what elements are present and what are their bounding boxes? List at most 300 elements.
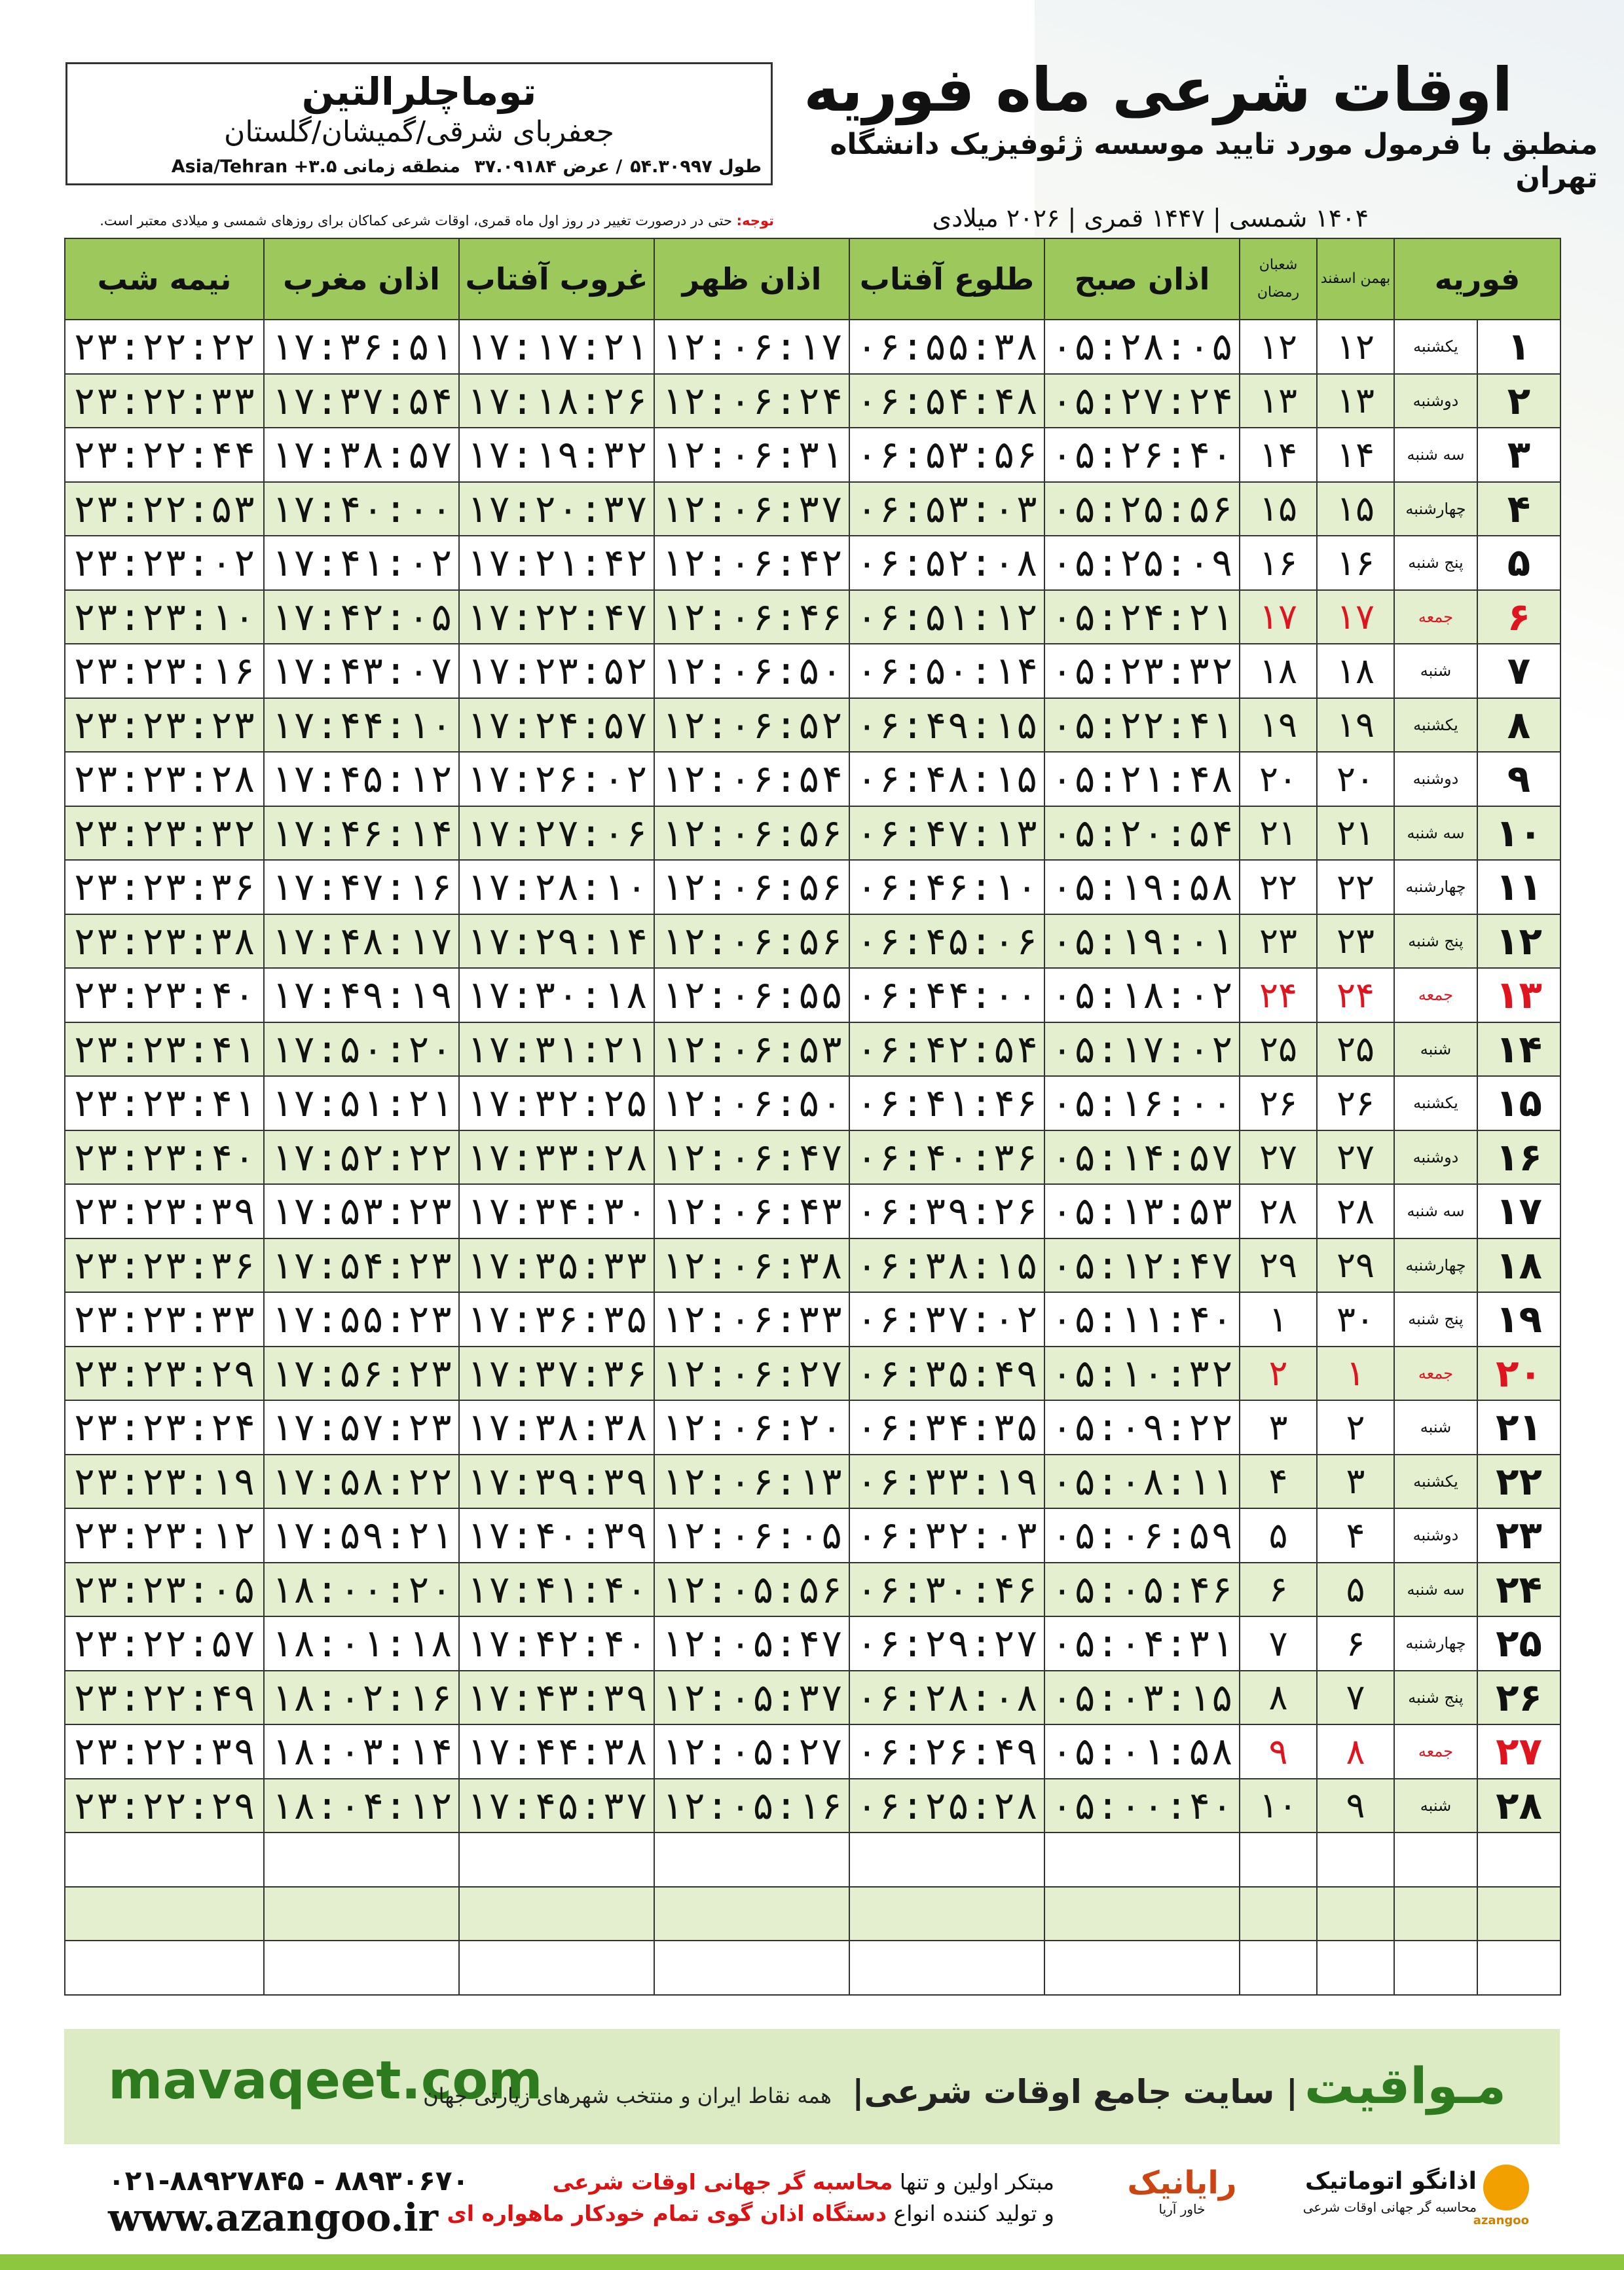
sunrise-time-cell: ۰۶:۳۴:۳۵	[849, 1400, 1044, 1455]
day-cell: ۳	[1477, 428, 1560, 482]
solar-day-cell: ۱۲	[1317, 320, 1394, 374]
dhuhr-time-cell: ۱۲:۰۶:۲۷	[654, 1347, 849, 1401]
maghrib-time-cell: ۱۸:۰۴:۱۲	[264, 1779, 459, 1833]
brand-name: مـواقیت	[1304, 2056, 1506, 2115]
table-row	[65, 1238, 1560, 1293]
dhuhr-time-cell: ۱۲:۰۶:۵۰	[654, 1076, 849, 1130]
sunset-time-cell	[459, 1833, 654, 1887]
dhuhr-time-cell: ۱۲:۰۶:۲۴	[654, 374, 849, 428]
midnight-time-cell: ۲۳:۲۳:۲۳	[65, 698, 264, 753]
day-cell: ۱۲	[1477, 914, 1560, 969]
solar-day-cell: ۲۴	[1317, 968, 1394, 1022]
maghrib-time-cell: ۱۸:۰۱:۱۸	[264, 1616, 459, 1671]
maghrib-time-cell: ۱۸:۰۳:۱۴	[264, 1724, 459, 1779]
dhuhr-time-cell: ۱۲:۰۶:۱۷	[654, 320, 849, 374]
empty-row	[65, 1887, 1560, 1941]
day-cell: ۲۲	[1477, 1455, 1560, 1509]
lunar-day-cell: ۱۵	[1240, 482, 1317, 536]
day-cell: ۲	[1477, 374, 1560, 428]
sunrise-time-cell: ۰۶:۵۳:۰۳	[849, 482, 1044, 536]
weekday-cell: سه شنبه	[1394, 806, 1477, 861]
midnight-time-cell: ۲۳:۲۳:۱۹	[65, 1455, 264, 1509]
fajr-time-cell: ۰۵:۲۵:۵۶	[1044, 482, 1240, 536]
location-name: توماچلرالتین	[301, 69, 537, 114]
dhuhr-time-cell: ۱۲:۰۶:۴۷	[654, 1130, 849, 1185]
maghrib-time-cell: ۱۷:۴۴:۱۰	[264, 698, 459, 753]
weekday-cell: جمعه	[1394, 590, 1477, 644]
dhuhr-time-cell: ۱۲:۰۶:۱۳	[654, 1455, 849, 1509]
lunar-day-cell: ۲۷	[1240, 1130, 1317, 1185]
sunset-time-cell: ۱۷:۲۲:۴۷	[459, 590, 654, 644]
day-cell: ۴	[1477, 482, 1560, 536]
solar-day-cell: ۱۸	[1317, 644, 1394, 698]
midnight-time-cell: ۲۳:۲۳:۱۶	[65, 644, 264, 698]
sunset-time-cell: ۱۷:۴۳:۳۹	[459, 1671, 654, 1725]
sunrise-time-cell: ۰۶:۴۷:۱۳	[849, 806, 1044, 861]
sunrise-time-cell: ۰۶:۳۲:۰۳	[849, 1508, 1044, 1563]
table-header-row	[65, 238, 1560, 320]
lunar-day-cell: ۱۸	[1240, 644, 1317, 698]
title-block	[786, 55, 1598, 233]
lunar-day-cell: ۲۱	[1240, 806, 1317, 861]
lunar-day-cell: ۱۰	[1240, 1779, 1317, 1833]
fajr-time-cell: ۰۵:۰۸:۱۱	[1044, 1455, 1240, 1509]
footer-slogan: مـواقیت| سایت جامع اوقات شرعی| همه نقاط ایران و منتخب شهرهای زیارتی جهان	[423, 2056, 1506, 2115]
weekday-cell: یکشنبه	[1394, 320, 1477, 374]
midnight-time-cell: ۲۳:۲۳:۴۰	[65, 1130, 264, 1185]
solar-day-cell: ۲۷	[1317, 1130, 1394, 1185]
sunrise-time-cell: ۰۶:۴۵:۰۶	[849, 914, 1044, 969]
midnight-time-cell: ۲۳:۲۳:۲۹	[65, 1347, 264, 1401]
fajr-time-cell: ۰۵:۲۷:۲۴	[1044, 374, 1240, 428]
empty-row	[65, 1833, 1560, 1887]
table-row	[65, 1022, 1560, 1077]
day-cell: ۷	[1477, 644, 1560, 698]
lunar-day-cell: ۲۰	[1240, 752, 1317, 806]
sunset-time-cell: ۱۷:۳۶:۳۵	[459, 1292, 654, 1347]
logo1-sub: خاور آریا	[1158, 2201, 1206, 2217]
sunset-time-cell: ۱۷:۴۴:۳۸	[459, 1724, 654, 1779]
sunrise-time-cell: ۰۶:۵۱:۱۲	[849, 590, 1044, 644]
logo2-name: اذانگو اتوماتیک	[1304, 2168, 1477, 2195]
lunar-day-cell: ۱۲	[1240, 320, 1317, 374]
desc-line1-b: محاسبه گر جهانی اوقات شرعی	[552, 2169, 893, 2195]
fajr-time-cell: ۰۵:۱۸:۰۲	[1044, 968, 1240, 1022]
sunrise-time-cell: ۰۶:۳۵:۴۹	[849, 1347, 1044, 1401]
day-cell: ۲۱	[1477, 1400, 1560, 1455]
weekday-cell	[1394, 1887, 1477, 1941]
midnight-time-cell: ۲۳:۲۳:۴۱	[65, 1076, 264, 1130]
weekday-cell: پنج شنبه	[1394, 1671, 1477, 1725]
solar-day-cell: ۱۶	[1317, 536, 1394, 590]
midnight-time-cell: ۲۳:۲۳:۳۳	[65, 1292, 264, 1347]
sunset-time-cell: ۱۷:۳۱:۲۱	[459, 1022, 654, 1077]
midnight-time-cell: ۲۳:۲۲:۲۲	[65, 320, 264, 374]
day-cell: ۱	[1477, 320, 1560, 374]
sunset-time-cell: ۱۷:۱۷:۲۱	[459, 320, 654, 374]
solar-day-cell: ۲۸	[1317, 1184, 1394, 1238]
table-row	[65, 914, 1560, 969]
table-row	[65, 1292, 1560, 1347]
dhuhr-time-cell: ۱۲:۰۶:۰۵	[654, 1508, 849, 1563]
maghrib-time-cell: ۱۷:۴۱:۰۲	[264, 536, 459, 590]
weekday-cell: جمعه	[1394, 1724, 1477, 1779]
sunset-time-cell: ۱۷:۲۹:۱۴	[459, 914, 654, 969]
day-cell: ۱۱	[1477, 860, 1560, 914]
azangoo-mark-icon	[1483, 2165, 1529, 2210]
fajr-time-cell: ۰۵:۰۱:۵۸	[1044, 1724, 1240, 1779]
sunset-time-cell: ۱۷:۳۵:۳۳	[459, 1238, 654, 1293]
fajr-time-cell: ۰۵:۰۵:۴۶	[1044, 1563, 1240, 1617]
table-row	[65, 1508, 1560, 1563]
sunrise-time-cell	[849, 1941, 1044, 1995]
maghrib-time-cell: ۱۷:۴۸:۱۷	[264, 914, 459, 969]
location-coordinates: طول ۵۴.۳۰۹۹۷/ عرض ۳۷.۰۹۱۸۴ منطقه زمانی ۳.۵+ Asia/Tehran	[171, 157, 762, 177]
site-url[interactable]: mavaqeet.com	[108, 2050, 543, 2111]
maghrib-time-cell: ۱۷:۴۶:۱۴	[264, 806, 459, 861]
sunset-time-cell: ۱۷:۱۸:۲۶	[459, 374, 654, 428]
day-cell: ۲۰	[1477, 1347, 1560, 1401]
maghrib-time-cell: ۱۷:۳۸:۵۷	[264, 428, 459, 482]
sunset-time-cell: ۱۷:۲۸:۱۰	[459, 860, 654, 914]
fajr-time-cell: ۰۵:۲۵:۰۹	[1044, 536, 1240, 590]
sunset-time-cell: ۱۷:۴۲:۴۰	[459, 1616, 654, 1671]
header-sunset: غروب آفتاب	[459, 238, 654, 320]
dhuhr-time-cell: ۱۲:۰۶:۵۵	[654, 968, 849, 1022]
maghrib-time-cell: ۱۷:۴۲:۰۵	[264, 590, 459, 644]
lunar-day-cell: ۱۹	[1240, 698, 1317, 753]
solar-day-cell: ۲۶	[1317, 1076, 1394, 1130]
sunrise-time-cell: ۰۶:۳۳:۱۹	[849, 1455, 1044, 1509]
maghrib-time-cell: ۱۷:۵۵:۲۳	[264, 1292, 459, 1347]
lunar-day-cell	[1240, 1887, 1317, 1941]
dhuhr-time-cell: ۱۲:۰۶:۴۲	[654, 536, 849, 590]
sunset-time-cell: ۱۷:۳۹:۳۹	[459, 1455, 654, 1509]
weekday-cell: سه شنبه	[1394, 1184, 1477, 1238]
table-row	[65, 1347, 1560, 1401]
weekday-cell: یکشنبه	[1394, 1455, 1477, 1509]
solar-day-cell: ۲	[1317, 1400, 1394, 1455]
maghrib-time-cell: ۱۷:۵۸:۲۲	[264, 1455, 459, 1509]
table-row	[65, 1400, 1560, 1455]
fajr-time-cell: ۰۵:۰۰:۴۰	[1044, 1779, 1240, 1833]
bottom-bar	[0, 2254, 1624, 2270]
lunar-day-cell: ۶	[1240, 1563, 1317, 1617]
day-cell: ۱۷	[1477, 1184, 1560, 1238]
note	[100, 213, 774, 229]
dhuhr-time-cell: ۱۲:۰۶:۵۶	[654, 914, 849, 969]
header	[0, 0, 1624, 236]
fajr-time-cell: ۰۵:۱۱:۴۰	[1044, 1292, 1240, 1347]
dhuhr-time-cell: ۱۲:۰۵:۱۶	[654, 1779, 849, 1833]
day-cell: ۲۸	[1477, 1779, 1560, 1833]
weekday-cell: چهارشنبه	[1394, 1616, 1477, 1671]
midnight-time-cell: ۲۳:۲۳:۲۴	[65, 1400, 264, 1455]
sunrise-time-cell: ۰۶:۴۴:۰۰	[849, 968, 1044, 1022]
lunar-day-cell: ۷	[1240, 1616, 1317, 1671]
company-description	[447, 2167, 1054, 2229]
lunar-day-cell: ۱۷	[1240, 590, 1317, 644]
table-row	[65, 1455, 1560, 1509]
solar-day-cell	[1317, 1941, 1394, 1995]
dhuhr-time-cell: ۱۲:۰۶:۳۷	[654, 482, 849, 536]
solar-day-cell: ۲۱	[1317, 806, 1394, 861]
day-cell: ۱۳	[1477, 968, 1560, 1022]
table-row	[65, 482, 1560, 536]
midnight-time-cell: ۲۳:۲۲:۵۷	[65, 1616, 264, 1671]
dhuhr-time-cell: ۱۲:۰۶:۳۱	[654, 428, 849, 482]
sunrise-time-cell: ۰۶:۵۲:۰۸	[849, 536, 1044, 590]
lunar-day-cell: ۸	[1240, 1671, 1317, 1725]
sunrise-time-cell: ۰۶:۴۶:۱۰	[849, 860, 1044, 914]
rayanik-logo	[1116, 2165, 1247, 2223]
dhuhr-time-cell: ۱۲:۰۶:۳۳	[654, 1292, 849, 1347]
maghrib-time-cell: ۱۷:۵۱:۲۱	[264, 1076, 459, 1130]
sunset-time-cell: ۱۷:۴۱:۴۰	[459, 1563, 654, 1617]
midnight-time-cell: ۲۳:۲۳:۲۸	[65, 752, 264, 806]
maghrib-time-cell: ۱۷:۵۳:۲۳	[264, 1184, 459, 1238]
page-subtitle: منطبق با فرمول مورد تایید موسسه ژئوفیزیک دانشگاه تهران	[830, 127, 1598, 195]
page-title: اوقات شرعی ماه فوریه	[803, 55, 1513, 125]
sunset-time-cell	[459, 1941, 654, 1995]
sunrise-time-cell: ۰۶:۲۹:۲۷	[849, 1616, 1044, 1671]
sunrise-time-cell: ۰۶:۳۰:۴۶	[849, 1563, 1044, 1617]
day-cell	[1477, 1833, 1560, 1887]
weekday-cell: چهارشنبه	[1394, 1238, 1477, 1293]
location-box	[65, 62, 773, 185]
solar-day-cell: ۳	[1317, 1455, 1394, 1509]
table-row	[65, 428, 1560, 482]
day-cell: ۱۸	[1477, 1238, 1560, 1293]
dhuhr-time-cell: ۱۲:۰۶:۵۳	[654, 1022, 849, 1077]
weekday-cell: شنبه	[1394, 1400, 1477, 1455]
sunrise-time-cell: ۰۶:۴۲:۵۴	[849, 1022, 1044, 1077]
dhuhr-time-cell: ۱۲:۰۶:۵۶	[654, 860, 849, 914]
maghrib-time-cell: ۱۷:۵۴:۲۳	[264, 1238, 459, 1293]
sunrise-time-cell: ۰۶:۴۹:۱۵	[849, 698, 1044, 753]
fajr-time-cell	[1044, 1887, 1240, 1941]
sunrise-time-cell: ۰۶:۲۵:۲۸	[849, 1779, 1044, 1833]
day-cell: ۲۶	[1477, 1671, 1560, 1725]
day-cell	[1477, 1887, 1560, 1941]
header-month: فوریه	[1394, 238, 1560, 320]
table-row	[65, 1130, 1560, 1185]
lunar-day-cell: ۲۹	[1240, 1238, 1317, 1293]
maghrib-time-cell	[264, 1941, 459, 1995]
lunar-day-cell: ۱	[1240, 1292, 1317, 1347]
solar-day-cell: ۸	[1317, 1724, 1394, 1779]
tagline-small: همه نقاط ایران و منتخب شهرهای زیارتی جهان	[423, 2083, 832, 2108]
maghrib-time-cell: ۱۷:۵۹:۲۱	[264, 1508, 459, 1563]
table-row	[65, 860, 1560, 914]
fajr-time-cell: ۰۵:۲۲:۴۱	[1044, 698, 1240, 753]
lunar-day-cell: ۲۲	[1240, 860, 1317, 914]
sunset-time-cell: ۱۷:۲۱:۴۲	[459, 536, 654, 590]
weekday-cell: یکشنبه	[1394, 1076, 1477, 1130]
fajr-time-cell: ۰۵:۲۰:۵۴	[1044, 806, 1240, 861]
dhuhr-time-cell: ۱۲:۰۵:۵۶	[654, 1563, 849, 1617]
day-cell: ۱۰	[1477, 806, 1560, 861]
dhuhr-time-cell: ۱۲:۰۶:۲۰	[654, 1400, 849, 1455]
fajr-time-cell: ۰۵:۲۴:۲۱	[1044, 590, 1240, 644]
sunset-time-cell: ۱۷:۲۷:۰۶	[459, 806, 654, 861]
solar-day-cell: ۲۵	[1317, 1022, 1394, 1077]
solar-day-cell: ۲۳	[1317, 914, 1394, 969]
table-row	[65, 968, 1560, 1022]
sunrise-time-cell: ۰۶:۵۴:۴۸	[849, 374, 1044, 428]
lunar-day-cell: ۲۶	[1240, 1076, 1317, 1130]
weekday-cell: دوشنبه	[1394, 1130, 1477, 1185]
maghrib-time-cell: ۱۷:۴۳:۰۷	[264, 644, 459, 698]
weekday-cell: شنبه	[1394, 1022, 1477, 1077]
midnight-time-cell: ۲۳:۲۳:۰۵	[65, 1563, 264, 1617]
dhuhr-time-cell	[654, 1941, 849, 1995]
solar-day-cell: ۳۰	[1317, 1292, 1394, 1347]
header-maghrib: اذان مغرب	[264, 238, 459, 320]
sunset-time-cell: ۱۷:۴۰:۳۹	[459, 1508, 654, 1563]
table-row	[65, 1724, 1560, 1779]
header-solar: بهمن اسفند	[1317, 238, 1394, 320]
dhuhr-time-cell: ۱۲:۰۶:۵۰	[654, 644, 849, 698]
dhuhr-time-cell: ۱۲:۰۶:۴۶	[654, 590, 849, 644]
day-cell: ۸	[1477, 698, 1560, 753]
maghrib-time-cell: ۱۷:۴۵:۱۲	[264, 752, 459, 806]
table-row	[65, 374, 1560, 428]
day-cell	[1477, 1941, 1560, 1995]
fajr-time-cell: ۰۵:۱۰:۳۲	[1044, 1347, 1240, 1401]
maghrib-time-cell: ۱۷:۵۷:۲۳	[264, 1400, 459, 1455]
lunar-day-cell: ۲۸	[1240, 1184, 1317, 1238]
solar-day-cell: ۱	[1317, 1347, 1394, 1401]
header-lunar: شعبان رمضان	[1240, 238, 1317, 320]
table-row	[65, 590, 1560, 644]
latitude: عرض ۳۷.۰۹۱۸۴	[474, 157, 610, 177]
tagline: سایت جامع اوقات شرعی	[864, 2073, 1275, 2111]
sunrise-time-cell: ۰۶:۴۸:۱۵	[849, 752, 1044, 806]
midnight-time-cell: ۲۳:۲۳:۳۲	[65, 806, 264, 861]
dhuhr-time-cell: ۱۲:۰۶:۵۴	[654, 752, 849, 806]
fajr-time-cell: ۰۵:۱۲:۴۷	[1044, 1238, 1240, 1293]
sunrise-time-cell: ۰۶:۴۱:۴۶	[849, 1076, 1044, 1130]
solar-day-cell: ۷	[1317, 1671, 1394, 1725]
midnight-time-cell: ۲۳:۲۲:۳۳	[65, 374, 264, 428]
website-link[interactable]: www.azangoo.ir	[108, 2195, 439, 2240]
weekday-cell	[1394, 1833, 1477, 1887]
location-region: جعفربای شرقی/گمیشان/گلستان	[224, 115, 614, 149]
lunar-day-cell: ۵	[1240, 1508, 1317, 1563]
table-row	[65, 320, 1560, 374]
sunset-time-cell: ۱۷:۲۰:۳۷	[459, 482, 654, 536]
midnight-time-cell: ۲۳:۲۳:۳۶	[65, 1238, 264, 1293]
sunset-time-cell: ۱۷:۳۰:۱۸	[459, 968, 654, 1022]
solar-day-cell	[1317, 1887, 1394, 1941]
prayer-times-table	[64, 238, 1561, 1996]
fajr-time-cell: ۰۵:۰۳:۱۵	[1044, 1671, 1240, 1725]
solar-day-cell: ۴	[1317, 1508, 1394, 1563]
table-row	[65, 1184, 1560, 1238]
maghrib-time-cell: ۱۷:۵۰:۲۰	[264, 1022, 459, 1077]
maghrib-time-cell: ۱۷:۵۲:۲۲	[264, 1130, 459, 1185]
lunar-day-cell: ۲۴	[1240, 968, 1317, 1022]
midnight-time-cell: ۲۳:۲۳:۴۰	[65, 968, 264, 1022]
table-row	[65, 1563, 1560, 1617]
solar-day-cell: ۲۲	[1317, 860, 1394, 914]
lunar-day-cell	[1240, 1833, 1317, 1887]
table-row	[65, 752, 1560, 806]
maghrib-time-cell: ۱۷:۳۶:۵۱	[264, 320, 459, 374]
dhuhr-time-cell: ۱۲:۰۶:۳۸	[654, 1238, 849, 1293]
midnight-time-cell: ۲۳:۲۳:۰۲	[65, 536, 264, 590]
day-cell: ۱۶	[1477, 1130, 1560, 1185]
day-cell: ۶	[1477, 590, 1560, 644]
sunset-time-cell: ۱۷:۳۷:۳۶	[459, 1347, 654, 1401]
table-row	[65, 1671, 1560, 1725]
maghrib-time-cell: ۱۸:۰۰:۲۰	[264, 1563, 459, 1617]
dhuhr-time-cell	[654, 1833, 849, 1887]
weekday-cell: دوشنبه	[1394, 374, 1477, 428]
maghrib-time-cell: ۱۸:۰۲:۱۶	[264, 1671, 459, 1725]
solar-day-cell: ۱۷	[1317, 590, 1394, 644]
midnight-time-cell: ۲۳:۲۳:۱۲	[65, 1508, 264, 1563]
solar-day-cell: ۹	[1317, 1779, 1394, 1833]
sunset-time-cell: ۱۷:۱۹:۳۲	[459, 428, 654, 482]
logo2-tag: محاسبه گر جهانی اوقات شرعی	[1302, 2199, 1477, 2215]
desc-line2-a: و تولید کننده انواع	[893, 2200, 1054, 2226]
table-row	[65, 1616, 1560, 1671]
sunrise-time-cell: ۰۶:۵۵:۳۸	[849, 320, 1044, 374]
lunar-day-cell: ۲	[1240, 1347, 1317, 1401]
table-row	[65, 1779, 1560, 1833]
dhuhr-time-cell: ۱۲:۰۵:۳۷	[654, 1671, 849, 1725]
fajr-time-cell: ۰۵:۱۶:۰۰	[1044, 1076, 1240, 1130]
weekday-cell: شنبه	[1394, 1779, 1477, 1833]
sunset-time-cell: ۱۷:۲۳:۵۲	[459, 644, 654, 698]
sunset-time-cell	[459, 1887, 654, 1941]
solar-day-cell: ۱۵	[1317, 482, 1394, 536]
maghrib-time-cell: ۱۷:۴۷:۱۶	[264, 860, 459, 914]
maghrib-time-cell: ۱۷:۵۶:۲۳	[264, 1347, 459, 1401]
dhuhr-time-cell: ۱۲:۰۵:۴۷	[654, 1616, 849, 1671]
midnight-time-cell	[65, 1833, 264, 1887]
weekday-cell: یکشنبه	[1394, 698, 1477, 753]
note-text: حتی در درصورت تغییر در روز اول ماه قمری، اوقات شرعی کماکان برای روزهای شمسی و میلادی معتبر است.	[100, 213, 732, 229]
solar-day-cell: ۱۴	[1317, 428, 1394, 482]
fajr-time-cell: ۰۵:۰۴:۳۱	[1044, 1616, 1240, 1671]
logo2-en: azangoo	[1473, 2214, 1529, 2227]
weekday-cell: پنج شنبه	[1394, 1292, 1477, 1347]
maghrib-time-cell	[264, 1887, 459, 1941]
weekday-cell: پنج شنبه	[1394, 914, 1477, 969]
midnight-time-cell: ۲۳:۲۲:۴۹	[65, 1671, 264, 1725]
fajr-time-cell: ۰۵:۱۳:۵۳	[1044, 1184, 1240, 1238]
maghrib-time-cell: ۱۷:۴۰:۰۰	[264, 482, 459, 536]
day-cell: ۲۳	[1477, 1508, 1560, 1563]
fajr-time-cell: ۰۵:۰۹:۲۲	[1044, 1400, 1240, 1455]
midnight-time-cell: ۲۳:۲۲:۴۴	[65, 428, 264, 482]
note-label: توجه:	[736, 213, 774, 229]
empty-row	[65, 1941, 1560, 1995]
weekday-cell: چهارشنبه	[1394, 482, 1477, 536]
dhuhr-time-cell	[654, 1887, 849, 1941]
sunrise-time-cell: ۰۶:۳۷:۰۲	[849, 1292, 1044, 1347]
day-cell: ۱۴	[1477, 1022, 1560, 1077]
weekday-cell	[1394, 1941, 1477, 1995]
weekday-cell: جمعه	[1394, 968, 1477, 1022]
header-fajr: اذان صبح	[1044, 238, 1240, 320]
solar-day-cell: ۱۹	[1317, 698, 1394, 753]
longitude: طول ۵۴.۳۰۹۹۷	[630, 157, 762, 177]
sunset-time-cell: ۱۷:۲۶:۰۲	[459, 752, 654, 806]
